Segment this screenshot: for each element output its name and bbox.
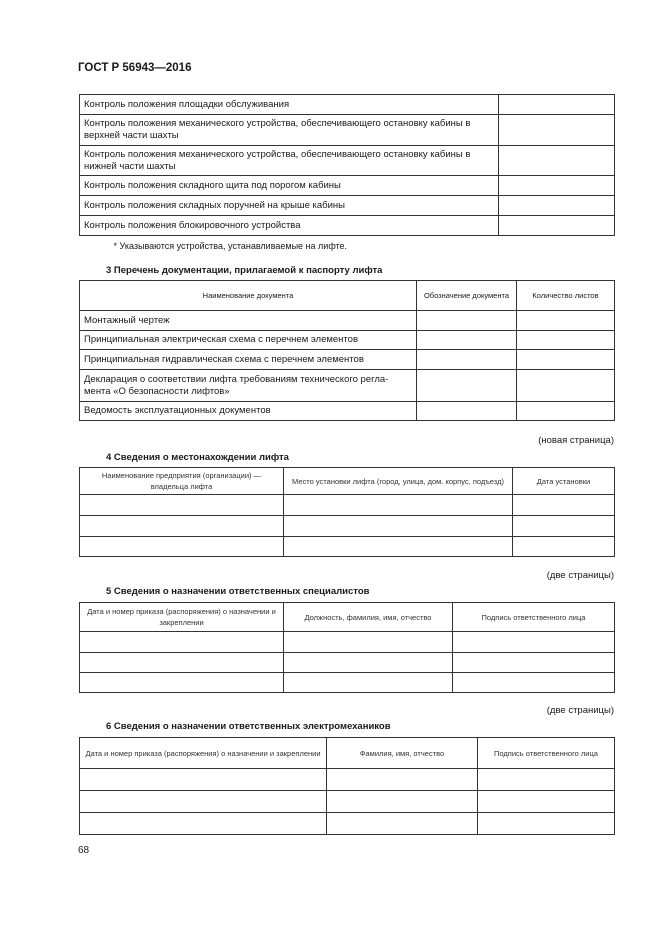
col-header-full-name: Фамилия, имя, отчество [327,738,478,769]
table-cell[interactable] [478,769,615,791]
table-cell[interactable] [284,653,453,673]
document-name: Принципиальная гидравлическая схема с перечнем элементов [80,350,417,370]
control-item: Контроль положения механического устройства, обеспечивающего остановку кабины в нижней части шахты [80,146,499,176]
table-cell[interactable] [327,769,478,791]
col-header-position-name: Должность, фамилия, имя, отчество [284,603,453,632]
sheet-count-cell[interactable] [517,350,615,370]
page-note-two-pages: (две страницы) [546,570,614,581]
table-cell[interactable] [80,653,284,673]
col-header-signature: Подпись ответственного лица [453,603,615,632]
footnote-row [80,236,615,256]
designation-cell[interactable] [417,370,517,402]
table-cell[interactable] [284,632,453,653]
table-row [80,146,615,176]
table-cell[interactable] [453,673,615,693]
documentation-table [79,280,615,421]
designation-cell[interactable] [417,350,517,370]
table-row [80,516,615,537]
table-row [80,632,615,653]
value-cell[interactable] [499,95,615,115]
table-cell[interactable] [80,516,284,537]
table-cell[interactable] [80,791,327,813]
electromechanics-table [79,737,615,835]
page-note-new-page: (новая страница) [538,435,614,446]
table-row [80,813,615,835]
table-row [80,653,615,673]
table-cell[interactable] [327,791,478,813]
table-cell[interactable] [327,813,478,835]
designation-cell[interactable] [417,402,517,421]
table-row [80,370,615,402]
table-cell[interactable] [513,516,615,537]
control-item: Контроль положения блокировочного устройства [80,216,499,236]
table-cell[interactable] [80,632,284,653]
document-name: Монтажный чертеж [80,311,417,331]
col-header-location: Место установки лифта (город, улица, дом. корпус, подъезд) [284,468,513,495]
control-devices-table [79,94,615,256]
table-row [80,196,615,216]
control-item: Контроль положения складных поручней на крыше кабины [80,196,499,216]
col-header-sheet-count: Количество листов [517,281,615,311]
value-cell[interactable] [499,115,615,146]
sheet-count-cell[interactable] [517,402,615,421]
table-row [80,95,615,115]
table-cell[interactable] [513,537,615,557]
table-row [80,331,615,350]
section-6-title: 6 Сведения о назначении ответственных электромехаников [106,721,391,732]
table-cell[interactable] [453,632,615,653]
footnote: * Указываются устройства, устанавливаемые на лифте. [113,240,348,251]
value-cell[interactable] [499,176,615,196]
table-cell[interactable] [284,495,513,516]
table-header-row [80,281,615,311]
table-cell[interactable] [284,673,453,693]
document-name: Принципиальная электрическая схема с перечнем элементов [80,331,417,350]
control-item: Контроль положения механического устройства, обеспечивающего остановку кабины в верхней части шахты [80,115,499,146]
table-header-row [80,603,615,632]
section-3-title: 3 Перечень документации, прилагаемой к паспорту лифта [106,265,383,276]
table-row [80,673,615,693]
col-header-install-date: Дата установки [513,468,615,495]
table-row [80,791,615,813]
table-header-row [80,738,615,769]
table-cell[interactable] [80,813,327,835]
designation-cell[interactable] [417,331,517,350]
col-header-order: Дата и номер приказа (распоряжения) о назначении и закреплении [80,738,327,769]
table-row [80,115,615,146]
col-header-document-name: Наименование документа [80,281,417,311]
table-cell[interactable] [513,495,615,516]
table-cell[interactable] [80,769,327,791]
sheet-count-cell[interactable] [517,331,615,350]
page-note-two-pages-2: (две страницы) [546,705,614,716]
col-header-designation: Обозначение документа [417,281,517,311]
table-cell[interactable] [80,537,284,557]
table-row [80,350,615,370]
document-name: Декларация о соответствии лифта требованиям технического регла-мента «О безопасности лифтов» [80,370,417,402]
designation-cell[interactable] [417,311,517,331]
table-row [80,495,615,516]
col-header-signature: Подпись ответственного лица [478,738,615,769]
table-cell[interactable] [478,791,615,813]
control-item: Контроль положения складного щита под порогом кабины [80,176,499,196]
control-item: Контроль положения площадки обслуживания [80,95,499,115]
value-cell[interactable] [499,216,615,236]
sheet-count-cell[interactable] [517,311,615,331]
table-cell[interactable] [80,673,284,693]
table-row [80,216,615,236]
table-cell[interactable] [80,495,284,516]
table-row [80,402,615,421]
table-row [80,537,615,557]
table-row [80,176,615,196]
section-4-title: 4 Сведения о местонахождении лифта [106,452,289,463]
page-number: 68 [78,845,90,856]
value-cell[interactable] [499,146,615,176]
col-header-owner: Наименование предприятия (организации) — владельца лифта [80,468,284,495]
table-cell[interactable] [284,516,513,537]
table-row [80,311,615,331]
table-cell[interactable] [453,653,615,673]
section-5-title: 5 Сведения о назначении ответственных специалистов [106,586,370,597]
table-row [80,769,615,791]
value-cell[interactable] [499,196,615,216]
document-header: ГОСТ Р 56943—2016 [78,62,192,74]
specialists-table [79,602,615,693]
table-cell[interactable] [284,537,513,557]
table-cell[interactable] [478,813,615,835]
table-header-row [80,468,615,495]
document-name: Ведомость эксплуатационных документов [80,402,417,421]
col-header-order: Дата и номер приказа (распоряжения) о назначении и закреплении [80,603,284,632]
location-table [79,467,615,557]
sheet-count-cell[interactable] [517,370,615,402]
